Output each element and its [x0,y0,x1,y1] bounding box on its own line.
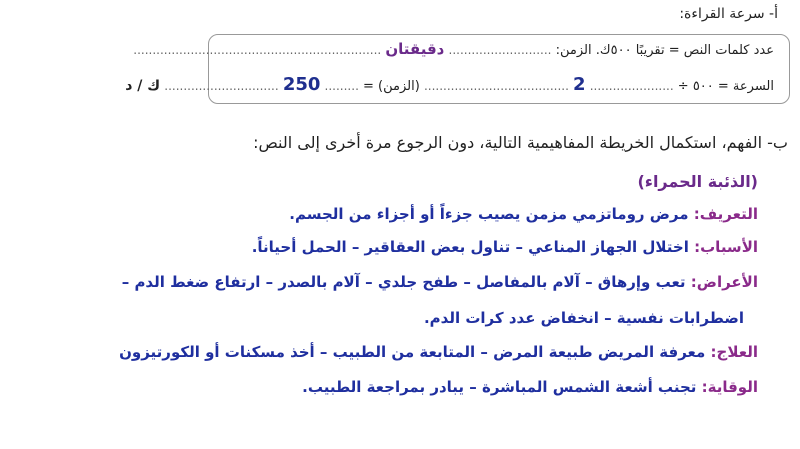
prevention-value: تجنب أشعة الشمس المباشرة – يبادر بمراجعة الطبيب. [302,378,697,396]
speed-row [125,74,774,95]
words-time-row [133,40,774,58]
words-label: عدد كلمات النص = تقريبًا ٥٠٠ك. الزمن: [555,43,774,58]
divisor-answer: 2 [573,74,586,95]
definition-line [289,205,758,223]
definition-label: التعريف: [693,205,758,223]
definition-value: مرض روماتزمي مزمن يصيب جزءاً أو أجزاء من الجسم. [289,205,689,223]
treatment-value: معرفة المريض طبيعة المرض – المتابعة من الطبيب – أخذ مسكنات أو الكورتيزون [119,343,706,361]
dotted-line: .............................. [164,79,279,93]
dotted-line: ......... [324,79,359,93]
symptoms-continuation-line [424,309,744,327]
section-b-heading: ب- الفهم، استكمال الخريطة المفاهيمية التالية، دون الرجوع مرة أخرى إلى النص: [253,133,788,152]
section-a-heading: أ- سرعة القراءة: [679,6,778,22]
symptoms-value-1: تعب وإرهاق – آلام بالمفاصل – طفح جلدي – آلام بالصدر – ارتفاع ضغط الدم – [121,273,686,291]
dotted-line: ...................................... [423,79,569,93]
causes-line [252,238,758,256]
concept-topic: (الذئبة الحمراء) [637,172,758,191]
prevention-label: الوقاية: [701,378,758,396]
speed-answer: 250 [282,74,321,95]
time-answer: دقيقتان [385,40,445,58]
symptoms-value-2: اضطرابات نفسية – انخفاض عدد كرات الدم. [423,309,744,327]
speed-unit: ك / د [125,78,161,94]
symptoms-line [122,273,758,291]
dotted-line: ........................... [448,43,552,57]
dotted-line: ...................... [589,79,674,93]
prevention-line [302,378,758,396]
dotted-line: ................................................................. [133,43,382,57]
speed-label: السرعة = ٥٠٠ ÷ [677,79,774,94]
causes-value: اختلال الجهاز المناعي – تناول بعض العقاقير – الحمل أحياناً. [251,238,689,256]
treatment-label: العلاج: [710,343,758,361]
symptoms-label: الأعراض: [690,273,758,291]
treatment-line [119,343,758,361]
time-paren-label: (الزمن) = [363,79,420,94]
causes-label: الأسباب: [694,238,758,256]
